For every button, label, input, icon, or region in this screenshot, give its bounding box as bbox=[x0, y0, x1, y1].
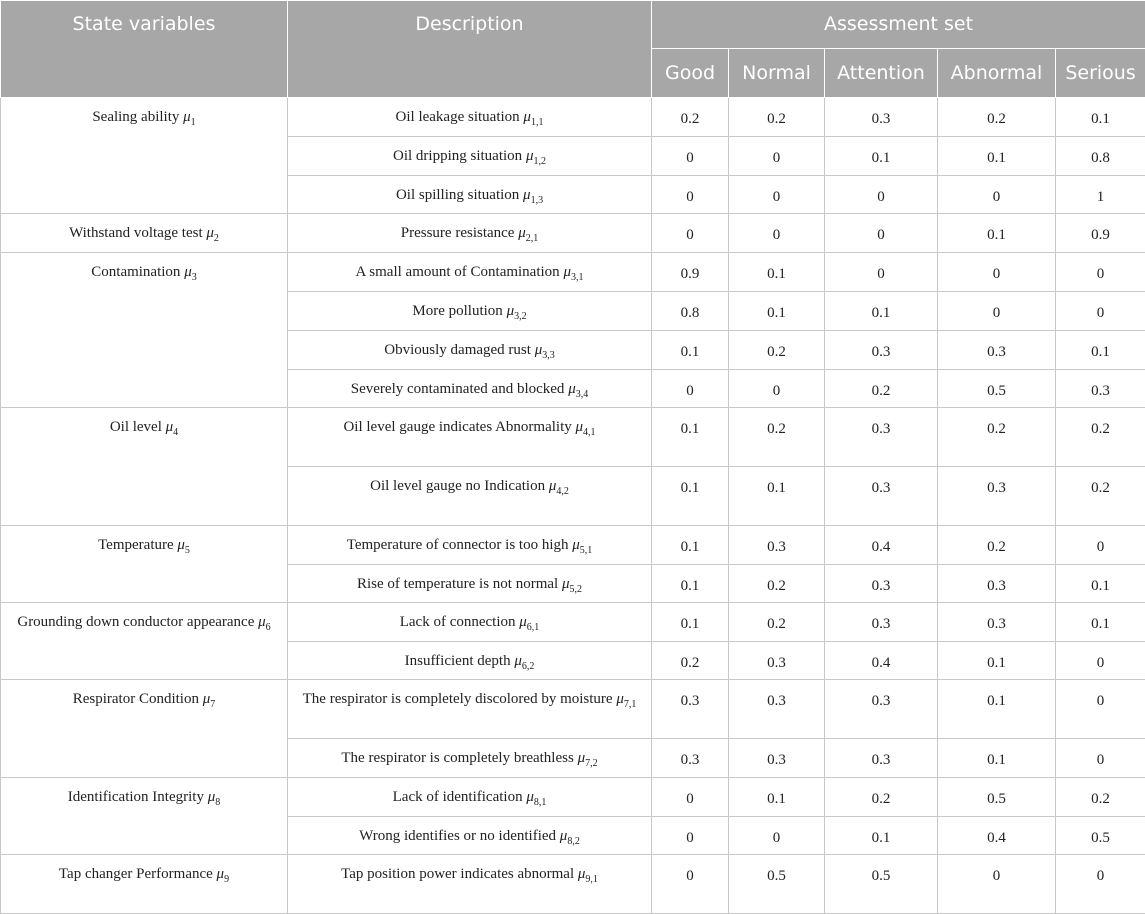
description-symbol: μ bbox=[526, 789, 534, 805]
state-variable-cell bbox=[1, 214, 288, 253]
state-variable-symbol: μ bbox=[177, 537, 185, 553]
state-variable-name: Temperature bbox=[98, 537, 174, 553]
state-variable-symbol: μ bbox=[206, 225, 214, 241]
value-cell-good: 0 bbox=[652, 214, 729, 253]
description-symbol: μ bbox=[578, 866, 586, 882]
description-text: The respirator is completely discolored by moisture bbox=[303, 691, 613, 707]
table-row bbox=[1, 778, 1145, 817]
state-variable-cell bbox=[1, 778, 288, 855]
description-subscript: 3,4 bbox=[576, 389, 589, 400]
description-cell bbox=[288, 214, 652, 253]
description-symbol: μ bbox=[523, 187, 531, 203]
value-cell-good: 0 bbox=[652, 778, 729, 817]
value-cell-normal: 0.5 bbox=[729, 855, 825, 914]
header-level-good: Good bbox=[652, 49, 729, 98]
value-cell-serious: 0.8 bbox=[1056, 137, 1145, 176]
value-cell-serious: 0.1 bbox=[1056, 603, 1145, 642]
description-subscript: 1,3 bbox=[531, 195, 544, 206]
state-variable-name: Contamination bbox=[91, 264, 180, 280]
value-cell-good: 0.2 bbox=[652, 98, 729, 137]
description-symbol: μ bbox=[523, 109, 531, 125]
value-cell-serious: 0 bbox=[1056, 526, 1145, 565]
description-text: Tap position power indicates abnormal bbox=[341, 866, 574, 882]
description-cell bbox=[288, 642, 652, 680]
table-row bbox=[1, 253, 1145, 292]
table-row bbox=[1, 214, 1145, 253]
description-text: More pollution bbox=[412, 303, 502, 319]
value-cell-good: 0 bbox=[652, 855, 729, 914]
table-body bbox=[1, 98, 1145, 914]
description-subscript: 3,1 bbox=[571, 272, 584, 283]
value-cell-attention: 0.2 bbox=[825, 778, 938, 817]
value-cell-attention: 0.4 bbox=[825, 526, 938, 565]
state-variable-symbol: μ bbox=[183, 109, 191, 125]
state-variable-symbol: μ bbox=[203, 691, 211, 707]
description-subscript: 1,2 bbox=[533, 156, 546, 167]
value-cell-normal: 0.2 bbox=[729, 408, 825, 467]
description-cell bbox=[288, 370, 652, 408]
description-cell bbox=[288, 680, 652, 739]
value-cell-serious: 0.1 bbox=[1056, 331, 1145, 370]
value-cell-normal: 0.2 bbox=[729, 98, 825, 137]
value-cell-serious: 0 bbox=[1056, 253, 1145, 292]
value-cell-normal: 0 bbox=[729, 176, 825, 214]
header-level-serious: Serious bbox=[1056, 49, 1145, 98]
description-symbol: μ bbox=[518, 225, 526, 241]
value-cell-attention: 0.3 bbox=[825, 98, 938, 137]
value-cell-abnormal: 0.3 bbox=[938, 565, 1056, 603]
state-variable-name: Respirator Condition bbox=[73, 691, 199, 707]
state-variable-subscript: 9 bbox=[224, 874, 229, 885]
value-cell-good: 0.1 bbox=[652, 603, 729, 642]
description-subscript: 4,1 bbox=[583, 427, 596, 438]
value-cell-normal: 0.3 bbox=[729, 642, 825, 680]
state-variable-symbol: μ bbox=[184, 264, 192, 280]
value-cell-good: 0.1 bbox=[652, 467, 729, 526]
description-text: Lack of identification bbox=[393, 789, 523, 805]
value-cell-attention: 0.3 bbox=[825, 680, 938, 739]
description-text: Obviously damaged rust bbox=[384, 342, 531, 358]
description-text: Oil level gauge indicates Abnormality bbox=[343, 419, 571, 435]
value-cell-good: 0 bbox=[652, 817, 729, 855]
description-symbol: μ bbox=[507, 303, 515, 319]
description-subscript: 3,2 bbox=[514, 311, 527, 322]
description-text: Wrong identifies or no identified bbox=[359, 828, 556, 844]
description-text: Lack of connection bbox=[400, 614, 516, 630]
value-cell-good: 0.1 bbox=[652, 565, 729, 603]
value-cell-normal: 0 bbox=[729, 137, 825, 176]
value-cell-attention: 0.1 bbox=[825, 292, 938, 331]
description-text: Oil level gauge no Indication bbox=[370, 478, 545, 494]
state-variable-cell bbox=[1, 603, 288, 680]
value-cell-abnormal: 0 bbox=[938, 855, 1056, 914]
value-cell-abnormal: 0.2 bbox=[938, 98, 1056, 137]
value-cell-abnormal: 0.3 bbox=[938, 331, 1056, 370]
value-cell-good: 0.9 bbox=[652, 253, 729, 292]
description-subscript: 3,3 bbox=[542, 350, 555, 361]
value-cell-abnormal: 0.2 bbox=[938, 526, 1056, 565]
description-text: A small amount of Contamination bbox=[356, 264, 560, 280]
description-subscript: 5,1 bbox=[580, 545, 593, 556]
state-variable-subscript: 2 bbox=[214, 233, 219, 244]
value-cell-abnormal: 0.3 bbox=[938, 467, 1056, 526]
header-description: Description bbox=[288, 1, 652, 98]
state-variable-cell bbox=[1, 408, 288, 526]
table-row bbox=[1, 603, 1145, 642]
description-subscript: 6,2 bbox=[522, 661, 535, 672]
value-cell-attention: 0.2 bbox=[825, 370, 938, 408]
description-cell bbox=[288, 331, 652, 370]
value-cell-serious: 0 bbox=[1056, 642, 1145, 680]
description-text: Temperature of connector is too high bbox=[347, 537, 569, 553]
description-text: Rise of temperature is not normal bbox=[357, 576, 558, 592]
state-variable-subscript: 6 bbox=[266, 622, 271, 633]
value-cell-serious: 0 bbox=[1056, 739, 1145, 778]
description-symbol: μ bbox=[519, 614, 527, 630]
value-cell-abnormal: 0.1 bbox=[938, 137, 1056, 176]
description-subscript: 8,2 bbox=[567, 836, 580, 847]
state-variable-name: Oil level bbox=[110, 419, 162, 435]
value-cell-abnormal: 0 bbox=[938, 253, 1056, 292]
value-cell-abnormal: 0.1 bbox=[938, 680, 1056, 739]
state-variable-symbol: μ bbox=[166, 419, 174, 435]
description-symbol: μ bbox=[568, 381, 576, 397]
description-subscript: 7,2 bbox=[585, 758, 598, 769]
state-variable-cell bbox=[1, 855, 288, 914]
value-cell-normal: 0.2 bbox=[729, 565, 825, 603]
state-variable-cell bbox=[1, 98, 288, 214]
description-subscript: 8,1 bbox=[534, 797, 547, 808]
value-cell-attention: 0.4 bbox=[825, 642, 938, 680]
description-cell bbox=[288, 176, 652, 214]
value-cell-serious: 0 bbox=[1056, 855, 1145, 914]
description-text: Insufficient depth bbox=[405, 653, 511, 669]
value-cell-normal: 0.1 bbox=[729, 253, 825, 292]
description-cell bbox=[288, 739, 652, 778]
value-cell-serious: 0.5 bbox=[1056, 817, 1145, 855]
value-cell-normal: 0.1 bbox=[729, 292, 825, 331]
value-cell-attention: 0.3 bbox=[825, 603, 938, 642]
description-subscript: 6,1 bbox=[527, 622, 540, 633]
description-subscript: 5,2 bbox=[569, 584, 582, 595]
value-cell-serious: 0.2 bbox=[1056, 408, 1145, 467]
value-cell-attention: 0.3 bbox=[825, 565, 938, 603]
table-row bbox=[1, 680, 1145, 739]
state-variable-cell bbox=[1, 680, 288, 778]
value-cell-attention: 0.1 bbox=[825, 817, 938, 855]
header-level-attention: Attention bbox=[825, 49, 938, 98]
state-variable-subscript: 8 bbox=[215, 797, 220, 808]
description-symbol: μ bbox=[549, 478, 557, 494]
value-cell-good: 0.1 bbox=[652, 408, 729, 467]
value-cell-attention: 0 bbox=[825, 214, 938, 253]
value-cell-normal: 0.1 bbox=[729, 778, 825, 817]
description-subscript: 9,1 bbox=[585, 874, 598, 885]
description-cell bbox=[288, 137, 652, 176]
description-symbol: μ bbox=[572, 537, 580, 553]
value-cell-good: 0.3 bbox=[652, 739, 729, 778]
description-cell bbox=[288, 467, 652, 526]
value-cell-serious: 0.2 bbox=[1056, 778, 1145, 817]
description-symbol: μ bbox=[563, 264, 571, 280]
value-cell-serious: 0 bbox=[1056, 292, 1145, 331]
state-variable-name: Withstand voltage test bbox=[69, 225, 203, 241]
value-cell-serious: 1 bbox=[1056, 176, 1145, 214]
value-cell-abnormal: 0.2 bbox=[938, 408, 1056, 467]
description-cell bbox=[288, 565, 652, 603]
description-symbol: μ bbox=[514, 653, 522, 669]
description-symbol: μ bbox=[526, 148, 534, 164]
description-text: Pressure resistance bbox=[401, 225, 515, 241]
value-cell-normal: 0 bbox=[729, 214, 825, 253]
value-cell-abnormal: 0 bbox=[938, 292, 1056, 331]
description-symbol: μ bbox=[560, 828, 568, 844]
description-subscript: 4,2 bbox=[556, 486, 569, 497]
value-cell-attention: 0.3 bbox=[825, 467, 938, 526]
state-variable-subscript: 7 bbox=[210, 699, 215, 710]
value-cell-abnormal: 0 bbox=[938, 176, 1056, 214]
value-cell-attention: 0 bbox=[825, 176, 938, 214]
value-cell-abnormal: 0.1 bbox=[938, 739, 1056, 778]
value-cell-attention: 0.3 bbox=[825, 408, 938, 467]
value-cell-normal: 0.2 bbox=[729, 331, 825, 370]
value-cell-normal: 0.3 bbox=[729, 680, 825, 739]
state-variable-name: Grounding down conductor appearance bbox=[17, 614, 254, 630]
state-variable-symbol: μ bbox=[208, 789, 216, 805]
value-cell-serious: 0.2 bbox=[1056, 467, 1145, 526]
description-cell bbox=[288, 98, 652, 137]
value-cell-attention: 0.1 bbox=[825, 137, 938, 176]
state-variable-subscript: 5 bbox=[185, 545, 190, 556]
header-assessment-set: Assessment set bbox=[652, 1, 1145, 49]
state-variable-subscript: 3 bbox=[192, 272, 197, 283]
state-variable-name: Identification Integrity bbox=[68, 789, 204, 805]
value-cell-abnormal: 0.1 bbox=[938, 642, 1056, 680]
value-cell-abnormal: 0.4 bbox=[938, 817, 1056, 855]
table-row bbox=[1, 98, 1145, 137]
description-cell bbox=[288, 292, 652, 331]
value-cell-normal: 0.3 bbox=[729, 739, 825, 778]
table-row bbox=[1, 855, 1145, 914]
header-level-abnormal: Abnormal bbox=[938, 49, 1056, 98]
description-symbol: μ bbox=[578, 750, 586, 766]
value-cell-normal: 0.1 bbox=[729, 467, 825, 526]
value-cell-serious: 0.3 bbox=[1056, 370, 1145, 408]
description-cell bbox=[288, 408, 652, 467]
value-cell-good: 0 bbox=[652, 137, 729, 176]
value-cell-good: 0.1 bbox=[652, 331, 729, 370]
value-cell-good: 0.1 bbox=[652, 526, 729, 565]
value-cell-normal: 0 bbox=[729, 817, 825, 855]
value-cell-attention: 0.3 bbox=[825, 739, 938, 778]
description-cell bbox=[288, 253, 652, 292]
description-cell bbox=[288, 603, 652, 642]
header-state-variables: State variables bbox=[1, 1, 288, 98]
value-cell-attention: 0.3 bbox=[825, 331, 938, 370]
value-cell-abnormal: 0.1 bbox=[938, 214, 1056, 253]
description-symbol: μ bbox=[535, 342, 543, 358]
value-cell-good: 0 bbox=[652, 370, 729, 408]
description-text: Oil spilling situation bbox=[396, 187, 519, 203]
value-cell-good: 0.2 bbox=[652, 642, 729, 680]
state-variable-name: Tap changer Performance bbox=[59, 866, 213, 882]
state-variable-symbol: μ bbox=[217, 866, 225, 882]
value-cell-serious: 0.9 bbox=[1056, 214, 1145, 253]
description-symbol: μ bbox=[616, 691, 624, 707]
value-cell-attention: 0 bbox=[825, 253, 938, 292]
state-variable-cell bbox=[1, 526, 288, 603]
value-cell-normal: 0.2 bbox=[729, 603, 825, 642]
value-cell-good: 0 bbox=[652, 176, 729, 214]
description-text: The respirator is completely breathless bbox=[341, 750, 573, 766]
value-cell-serious: 0.1 bbox=[1056, 98, 1145, 137]
description-text: Severely contaminated and blocked bbox=[351, 381, 565, 397]
value-cell-abnormal: 0.3 bbox=[938, 603, 1056, 642]
description-symbol: μ bbox=[576, 419, 584, 435]
value-cell-attention: 0.5 bbox=[825, 855, 938, 914]
description-subscript: 2,1 bbox=[526, 233, 539, 244]
description-text: Oil dripping situation bbox=[393, 148, 522, 164]
description-text: Oil leakage situation bbox=[396, 109, 520, 125]
value-cell-normal: 0 bbox=[729, 370, 825, 408]
description-symbol: μ bbox=[562, 576, 570, 592]
description-cell bbox=[288, 526, 652, 565]
state-variable-subscript: 4 bbox=[173, 427, 178, 438]
description-subscript: 7,1 bbox=[624, 699, 637, 710]
state-variable-symbol: μ bbox=[258, 614, 266, 630]
header-level-normal: Normal bbox=[729, 49, 825, 98]
value-cell-abnormal: 0.5 bbox=[938, 370, 1056, 408]
state-variable-cell bbox=[1, 253, 288, 408]
state-variable-subscript: 1 bbox=[191, 117, 196, 128]
value-cell-serious: 0 bbox=[1056, 680, 1145, 739]
description-subscript: 1,1 bbox=[531, 117, 544, 128]
description-cell bbox=[288, 817, 652, 855]
value-cell-normal: 0.3 bbox=[729, 526, 825, 565]
state-variable-name: Sealing ability bbox=[92, 109, 179, 125]
value-cell-serious: 0.1 bbox=[1056, 565, 1145, 603]
description-cell bbox=[288, 778, 652, 817]
description-cell bbox=[288, 855, 652, 914]
table-row bbox=[1, 526, 1145, 565]
value-cell-good: 0.8 bbox=[652, 292, 729, 331]
value-cell-good: 0.3 bbox=[652, 680, 729, 739]
value-cell-abnormal: 0.5 bbox=[938, 778, 1056, 817]
table-row bbox=[1, 408, 1145, 467]
